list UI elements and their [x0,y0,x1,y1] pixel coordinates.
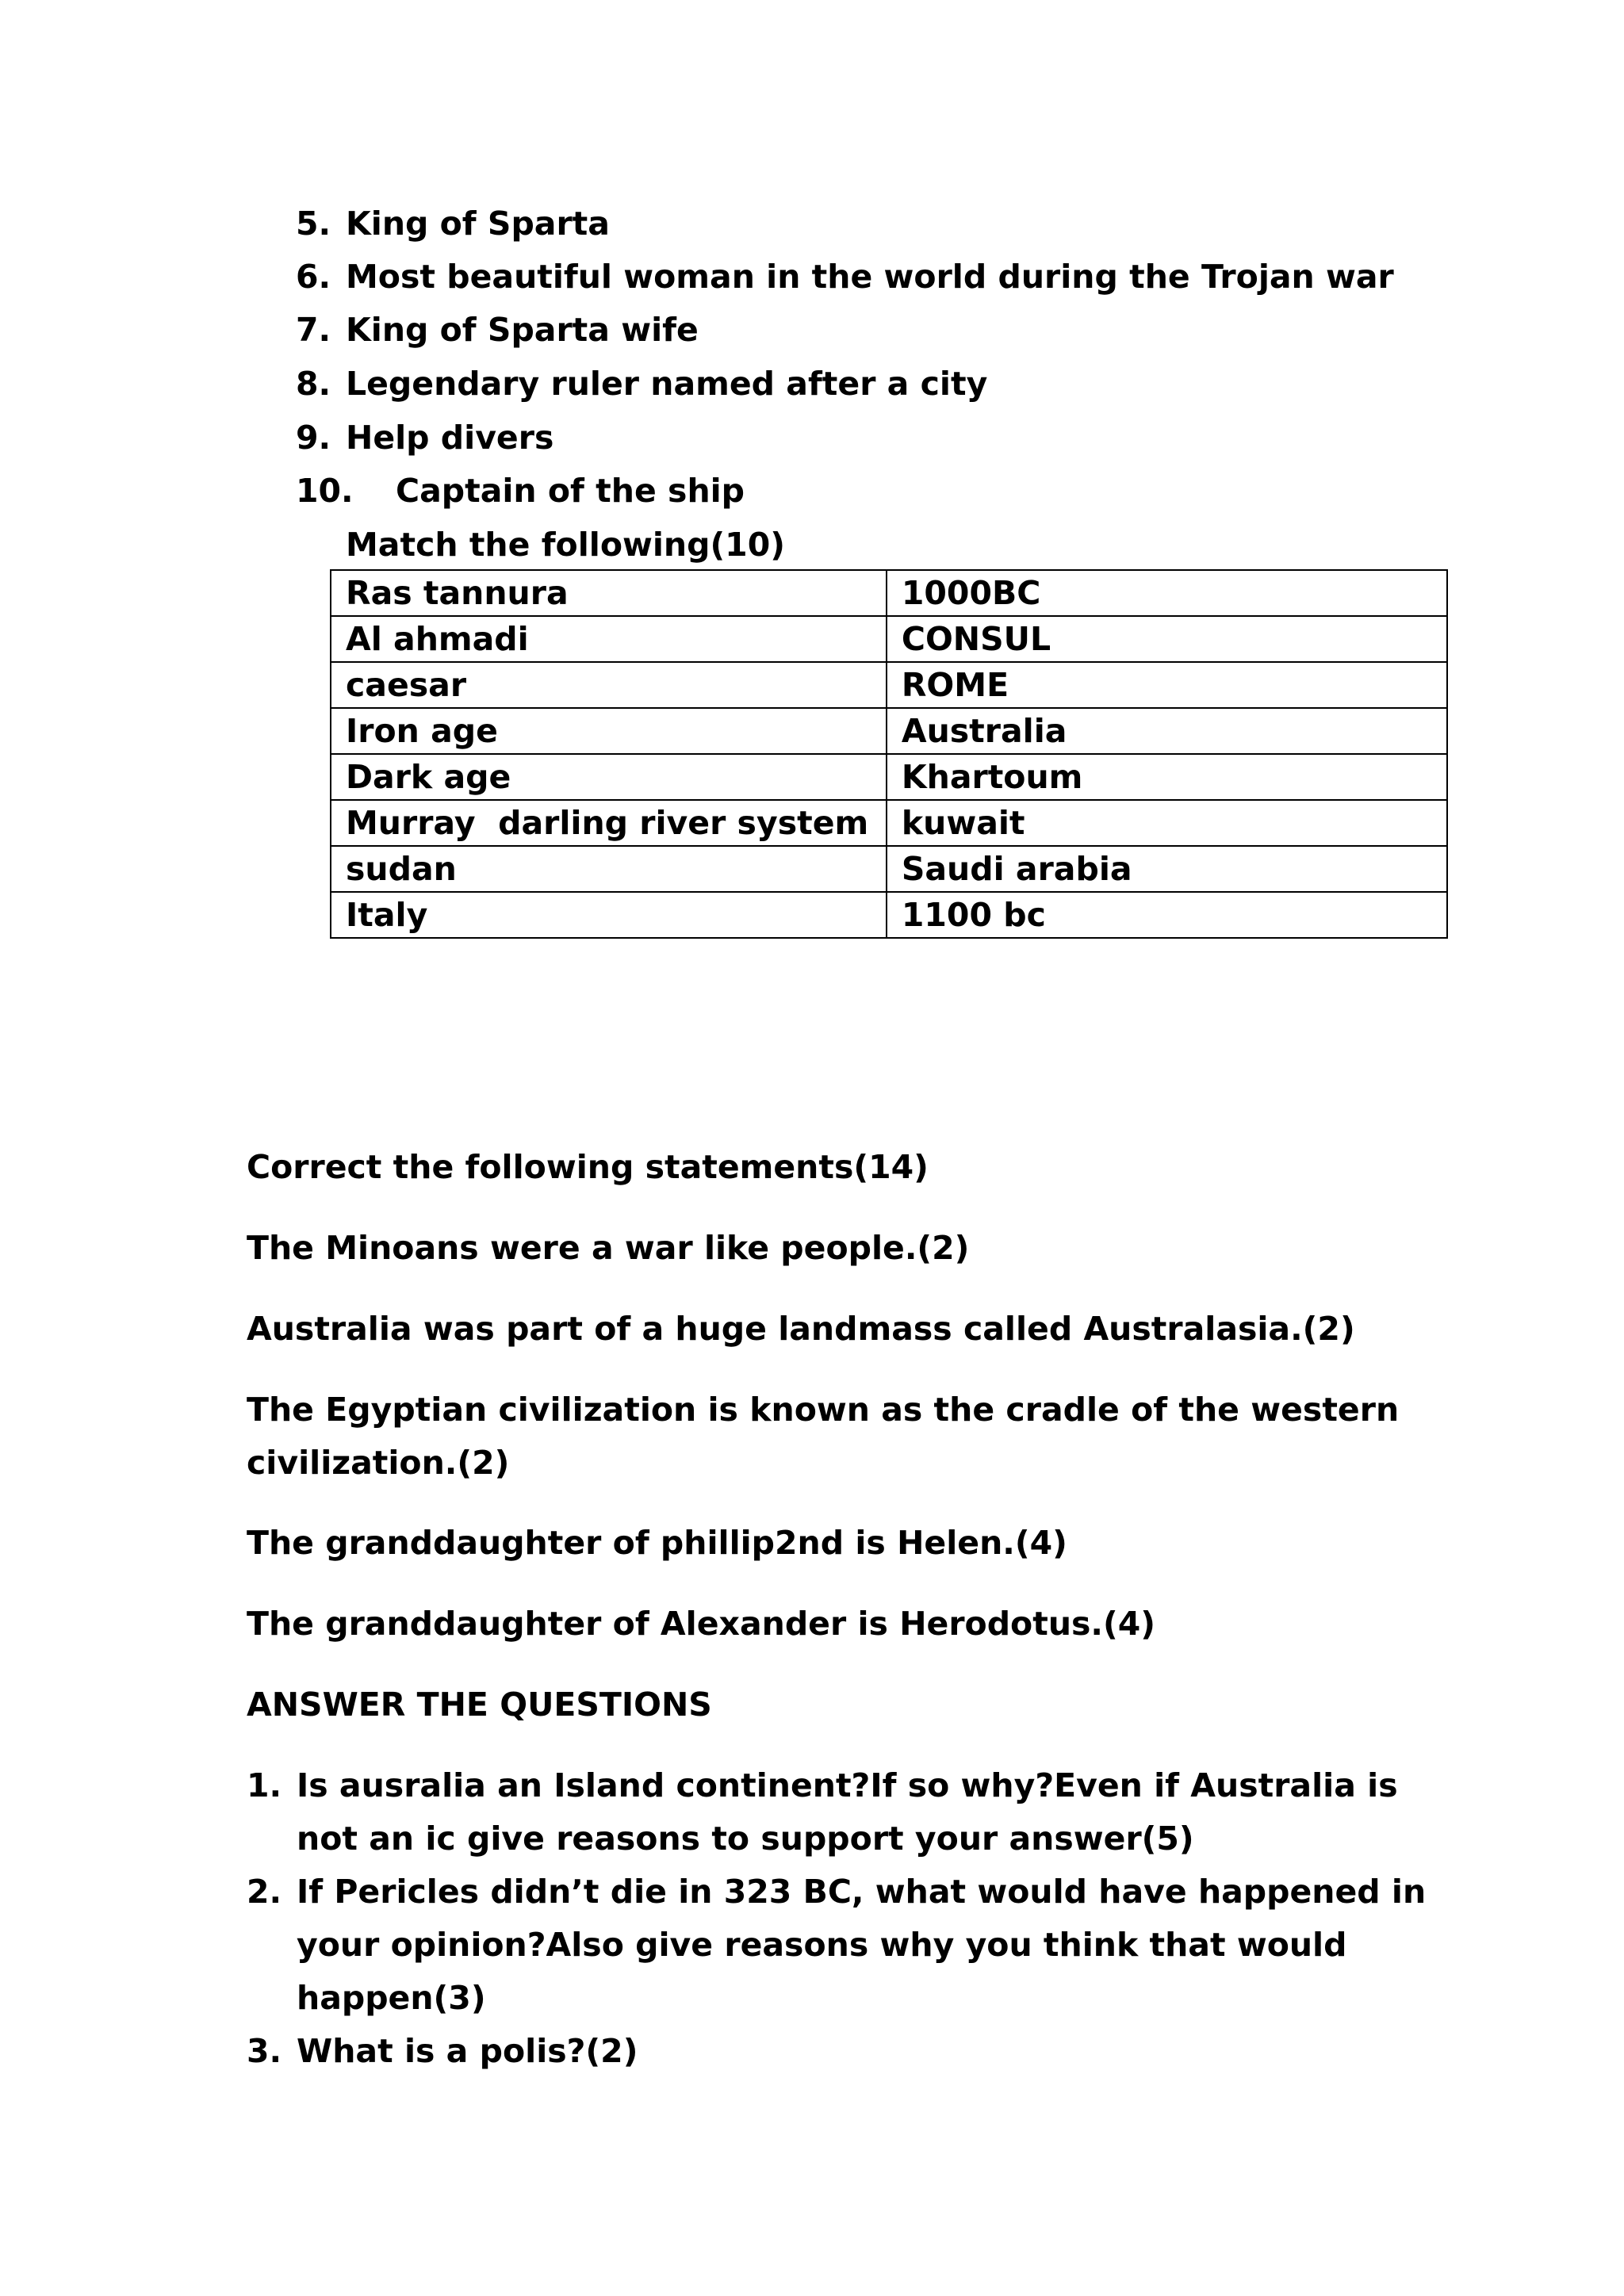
statement: Australia was part of a huge landmass called Australasia.(2) [247,1310,1355,1348]
match-table [330,569,1448,939]
list-number: 5. [296,205,331,243]
statement: The Egyptian civilization is known as the cradle of the western [247,1391,1400,1429]
table-row [331,800,1447,846]
question-number: 2. [247,1873,282,1911]
table-cell: 1100 bc [887,892,1447,938]
question-number: 3. [247,2032,282,2070]
table-cell: caesar [331,662,887,708]
question-text: not an ic give reasons to support your answer(5) [297,1820,1194,1858]
list-number: 10. [296,472,354,510]
statement: civilization.(2) [247,1444,510,1482]
table-row [331,662,1447,708]
match-heading: Match the following(10) [346,526,785,564]
correct-heading: Correct the following statements(14) [247,1148,929,1186]
question-text: What is a polis?(2) [297,2032,638,2070]
table-row [331,708,1447,754]
table-row [331,616,1447,662]
list-item: King of Sparta [346,205,610,243]
list-item: Captain of the ship [396,472,745,510]
table-cell: Dark age [331,754,887,800]
question-text: happen(3) [297,1979,486,2017]
list-item: King of Sparta wife [346,311,699,349]
question-number: 1. [247,1766,282,1804]
list-number: 7. [296,311,331,349]
list-number: 6. [296,258,331,296]
statement: The Minoans were a war like people.(2) [247,1229,970,1267]
table-row [331,570,1447,616]
table-cell: kuwait [887,800,1447,846]
table-cell: sudan [331,846,887,892]
table-row [331,754,1447,800]
statement: The granddaughter of phillip2nd is Helen.(4) [247,1524,1067,1562]
table-cell: 1000BC [887,570,1447,616]
table-cell: CONSUL [887,616,1447,662]
list-item: Legendary ruler named after a city [346,365,988,403]
table-row [331,892,1447,938]
list-item: Help divers [346,419,554,457]
table-cell: Iron age [331,708,887,754]
list-number: 8. [296,365,331,403]
question-text: If Pericles didn’t die in 323 BC, what would have happened in [297,1873,1427,1911]
table-cell: Australia [887,708,1447,754]
table-cell: Khartoum [887,754,1447,800]
table-cell: Al ahmadi [331,616,887,662]
table-cell: Ras tannura [331,570,887,616]
table-cell: Italy [331,892,887,938]
table-cell: Saudi arabia [887,846,1447,892]
list-item: Most beautiful woman in the world during the Trojan war [346,258,1394,296]
list-number: 9. [296,419,331,457]
statement: The granddaughter of Alexander is Herodotus.(4) [247,1605,1155,1643]
table-cell: Murray darling river system [331,800,887,846]
table-cell: ROME [887,662,1447,708]
question-text: your opinion?Also give reasons why you think that would [297,1926,1347,1964]
table-row [331,846,1447,892]
question-text: Is ausralia an Island continent?If so why?Even if Australia is [297,1766,1398,1804]
answer-heading: ANSWER THE QUESTIONS [247,1686,712,1724]
